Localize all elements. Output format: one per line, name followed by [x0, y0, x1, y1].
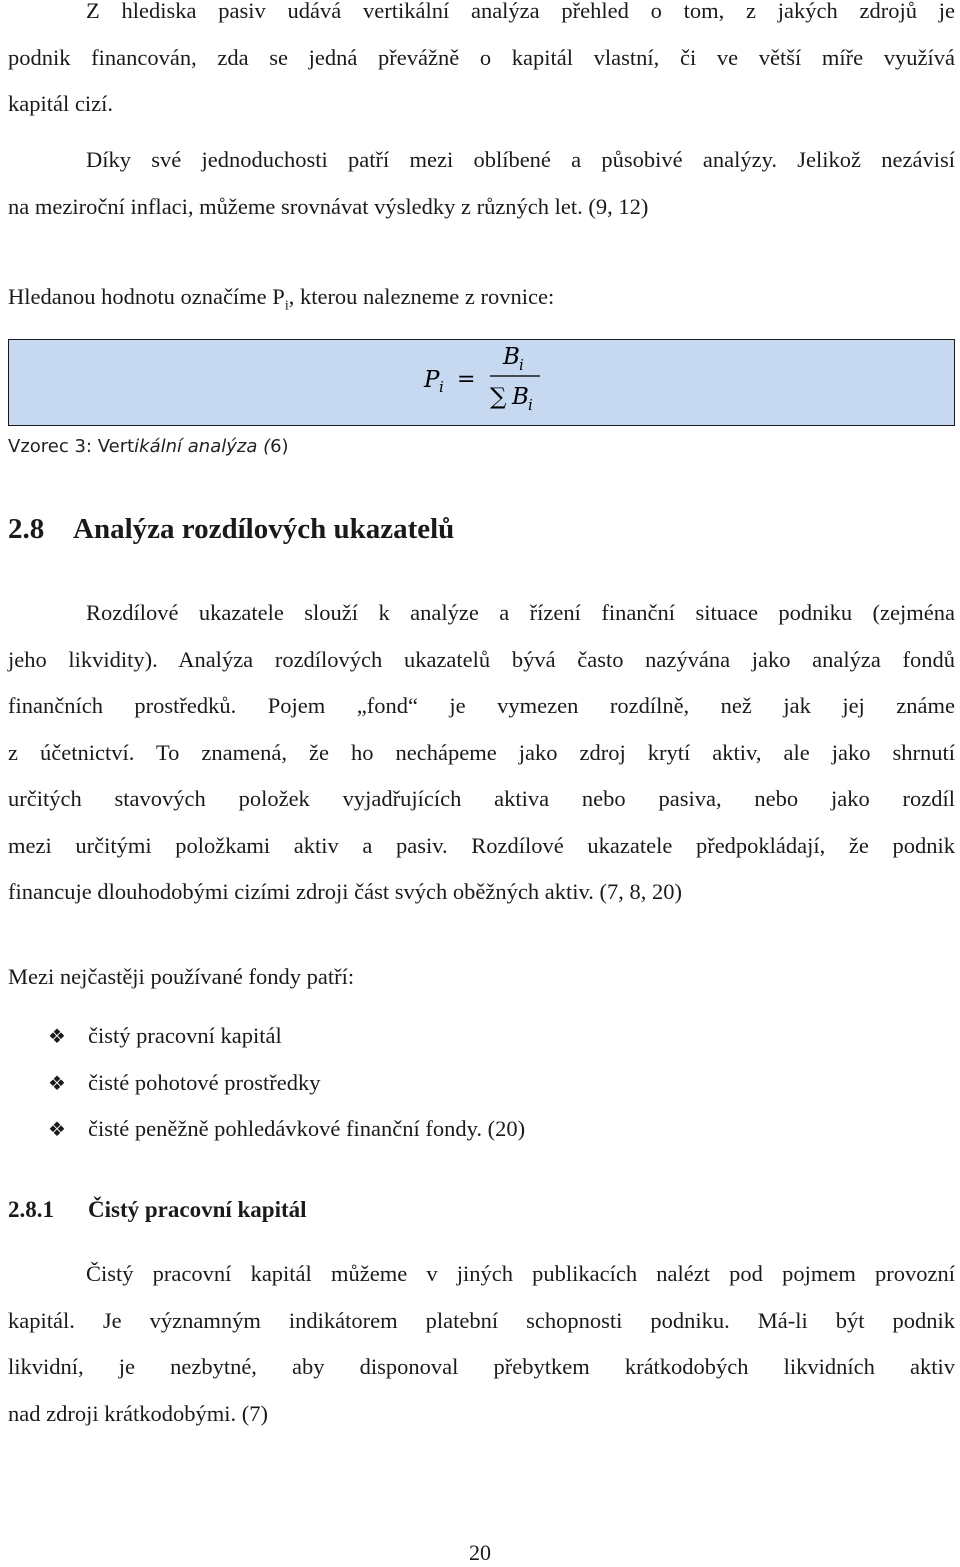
page-number: 20 [469, 1540, 491, 1565]
text-line: mezi určitými položkami aktiv a pasiv. Rozdílové ukazatele předpokládají, že podnik [8, 832, 955, 858]
formula-sum-symbol: ∑ [490, 384, 507, 410]
formula-numerator: B [503, 345, 520, 370]
text-line: Rozdílové ukazatele slouží k analýze a řízení finanční situace podniku (zejména [86, 600, 955, 625]
text-line: kapitál cizí. [8, 91, 113, 116]
text-line: na meziroční inflaci, můžeme srovnávat výsledky z různých let. (9, 12) [8, 193, 649, 219]
subsection-heading [8, 1197, 307, 1223]
formula-lhs-sub: i [439, 378, 444, 396]
text-line: likvidní, je nezbytné, aby disponoval přebytkem krátkodobých likvidních aktiv [8, 1354, 955, 1379]
text-line: Díky své jednoduchosti patří mezi oblíbené a působivé analýzy. Jelikož nezávisí [86, 147, 955, 172]
text-line: financuje dlouhodobými cizími zdroji část svých oběžných aktiv. (7, 8, 20) [8, 879, 682, 904]
section-number: 2.8 [8, 513, 45, 545]
text-line: kapitál. Je významným indikátorem platební schopnosti podniku. Má-li být podnik [8, 1307, 955, 1333]
text-line: Čistý pracovní kapitál můžeme v jiných publikacích nalézt pod pojmem provozní [86, 1261, 955, 1286]
list-intro: Mezi nejčastěji používané fondy patří: [8, 964, 355, 989]
text-line: z účetnictví. To znamená, že ho nechápeme jako zdroj krytí aktiv, ale jako shrnutí [8, 739, 955, 765]
text-line: finančních prostředků. Pojem „fond“ je vymezen rozdílně, než jak jej známe [8, 693, 955, 718]
paragraph-vertical-analysis-liabilities [8, 0, 955, 128]
subsection-number: 2.8.1 [8, 1197, 54, 1222]
list-item: ❖ čisté pohotové prostředky [48, 1060, 525, 1107]
formula-lhs: P [424, 367, 440, 393]
formula-numerator-sub: i [519, 356, 524, 374]
formula [420, 345, 560, 415]
section-title: Analýza rozdílových ukazatelů [73, 513, 455, 545]
section-heading [8, 513, 454, 546]
diamond-bullet-icon: ❖ [48, 1070, 66, 1095]
text-line: podnik financován, zda se jedná převážně o kapitál vlastní, či ve větší míře využívá [8, 44, 955, 70]
fund-list [48, 1013, 525, 1153]
text-line: určitých stavových položek vyjadřujících aktiva nebo pasiva, nebo jako rozdíl [8, 786, 955, 811]
list-item: ❖ čisté peněžně pohledávkové finanční fondy. (20) [48, 1106, 525, 1153]
paragraph-simplicity [8, 137, 955, 230]
formula-denominator: B [512, 384, 529, 410]
text-line: jeho likvidity). Analýza rozdílových ukazatelů bývá často nazývána jako analýza fondů [8, 646, 955, 672]
formula-svg [420, 345, 560, 415]
paragraph-differential-indicators [8, 590, 955, 916]
text-line: Z hlediska pasiv udává vertikální analýza přehled o tom, z jakých zdrojů je [86, 0, 955, 23]
formula-caption: Vzorec 3: Vertikální analýza (6) [8, 436, 289, 457]
list-item: ❖ čistý pracovní kapitál [48, 1013, 525, 1060]
text-line: nad zdroji krátkodobými. (7) [8, 1400, 268, 1426]
diamond-bullet-icon: ❖ [48, 1117, 66, 1141]
formula-equals: = [457, 367, 476, 392]
paragraph-net-working-capital [8, 1251, 955, 1437]
subsection-title: Čistý pracovní kapitál [88, 1197, 307, 1222]
formula-intro: Hledanou hodnotu označíme $P_i$, kterou nalezneme z rovnice: [8, 284, 555, 314]
formula-denominator-sub: i [528, 396, 533, 414]
diamond-bullet-icon: ❖ [48, 1024, 66, 1048]
